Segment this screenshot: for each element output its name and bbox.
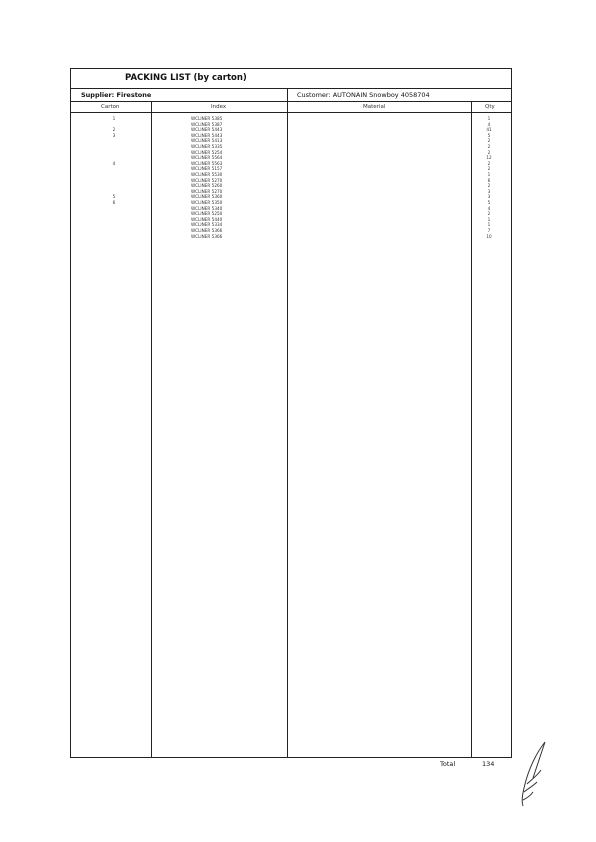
cell-qty: 3 [487,194,491,200]
cell-qty: 2 [487,211,491,217]
column-header-row [71,102,511,113]
cell-carton: 6 [112,200,116,205]
cell-index: WCLINER 5440 [191,216,223,222]
column-header-material: Material [363,104,386,110]
cell-index: WCLINER 5387 [191,121,223,127]
column-header-qty: Qty [485,104,495,110]
cell-index: WCLINER 5413 [191,138,223,144]
cell-qty: 12 [486,155,492,161]
cell-qty: 1 [487,216,491,222]
cell-qty: 7 [487,228,491,233]
customer-label: Customer: AUTONAIN Snowboy 4058704 [297,91,430,99]
info-divider [287,89,288,102]
cell-qty: 3 [487,188,491,194]
cell-qty: 5 [487,200,491,205]
cell-index: WCLINER 5564 [191,155,223,161]
cell-index: WCLINER 5334 [191,222,223,228]
cell-qty: 2 [487,166,491,172]
cell-carton: 5 [112,194,116,200]
cell-qty: 1 [487,222,491,228]
cell-index: WCLINER 5254 [191,149,223,155]
cell-qty: 1 [487,116,491,121]
cell-qty: 5 [487,132,491,138]
cell-index: WCLINER 5350 [191,200,223,205]
cell-carton: 4 [112,160,116,166]
cell-index: WCLINER 5270 [191,177,223,183]
cell-index: WCLINER 5366 [191,228,223,233]
cell-index: WCLINER 5270 [191,188,223,194]
cell-qty: 1 [487,172,491,177]
cell-index: WCLINER 5366 [191,233,223,239]
column-header-index: Index [211,104,227,110]
cell-index: WCLINER 5360 [191,194,223,200]
cell-qty: 2 [487,144,491,149]
cell-index: WCLINER 5340 [191,205,223,211]
total-label: Total [440,760,456,768]
cell-index: WCLINER 5335 [191,144,223,149]
supplier-label: Supplier: Firestone [81,91,152,99]
cell-qty: 41 [486,127,492,133]
packing-list-table [70,68,512,758]
cell-carton: 2 [112,127,116,133]
cell-index: WCLINER 5157 [191,166,223,172]
cell-carton: 1 [112,116,116,121]
info-row [71,89,511,102]
cell-qty: 4 [487,121,491,127]
column-header-carton: Carton [101,104,120,110]
cell-index: WCLINER 5563 [191,160,223,166]
cell-qty: 10 [486,233,492,239]
table-row [71,234,511,240]
cell-index: WCLINER 5260 [191,183,223,189]
document-title: PACKING LIST (by carton) [125,73,247,83]
cell-index: WCLINER 5385 [191,116,223,121]
cell-index: WCLINER 5530 [191,172,223,177]
total-value: 134 [482,760,495,768]
cell-qty: 2 [487,160,491,166]
cell-carton: 3 [112,132,116,138]
cell-index: WCLINER 5443 [191,127,223,133]
cell-qty: 4 [487,205,491,211]
title-row [71,69,511,89]
cell-index: WCLINER 5443 [191,132,223,138]
cell-qty: 6 [487,177,491,183]
signature-mark [515,740,555,810]
cell-qty: 2 [487,138,491,144]
cell-qty: 2 [487,183,491,189]
cell-qty: 2 [487,149,491,155]
cell-index: WCLINER 5250 [191,211,223,217]
